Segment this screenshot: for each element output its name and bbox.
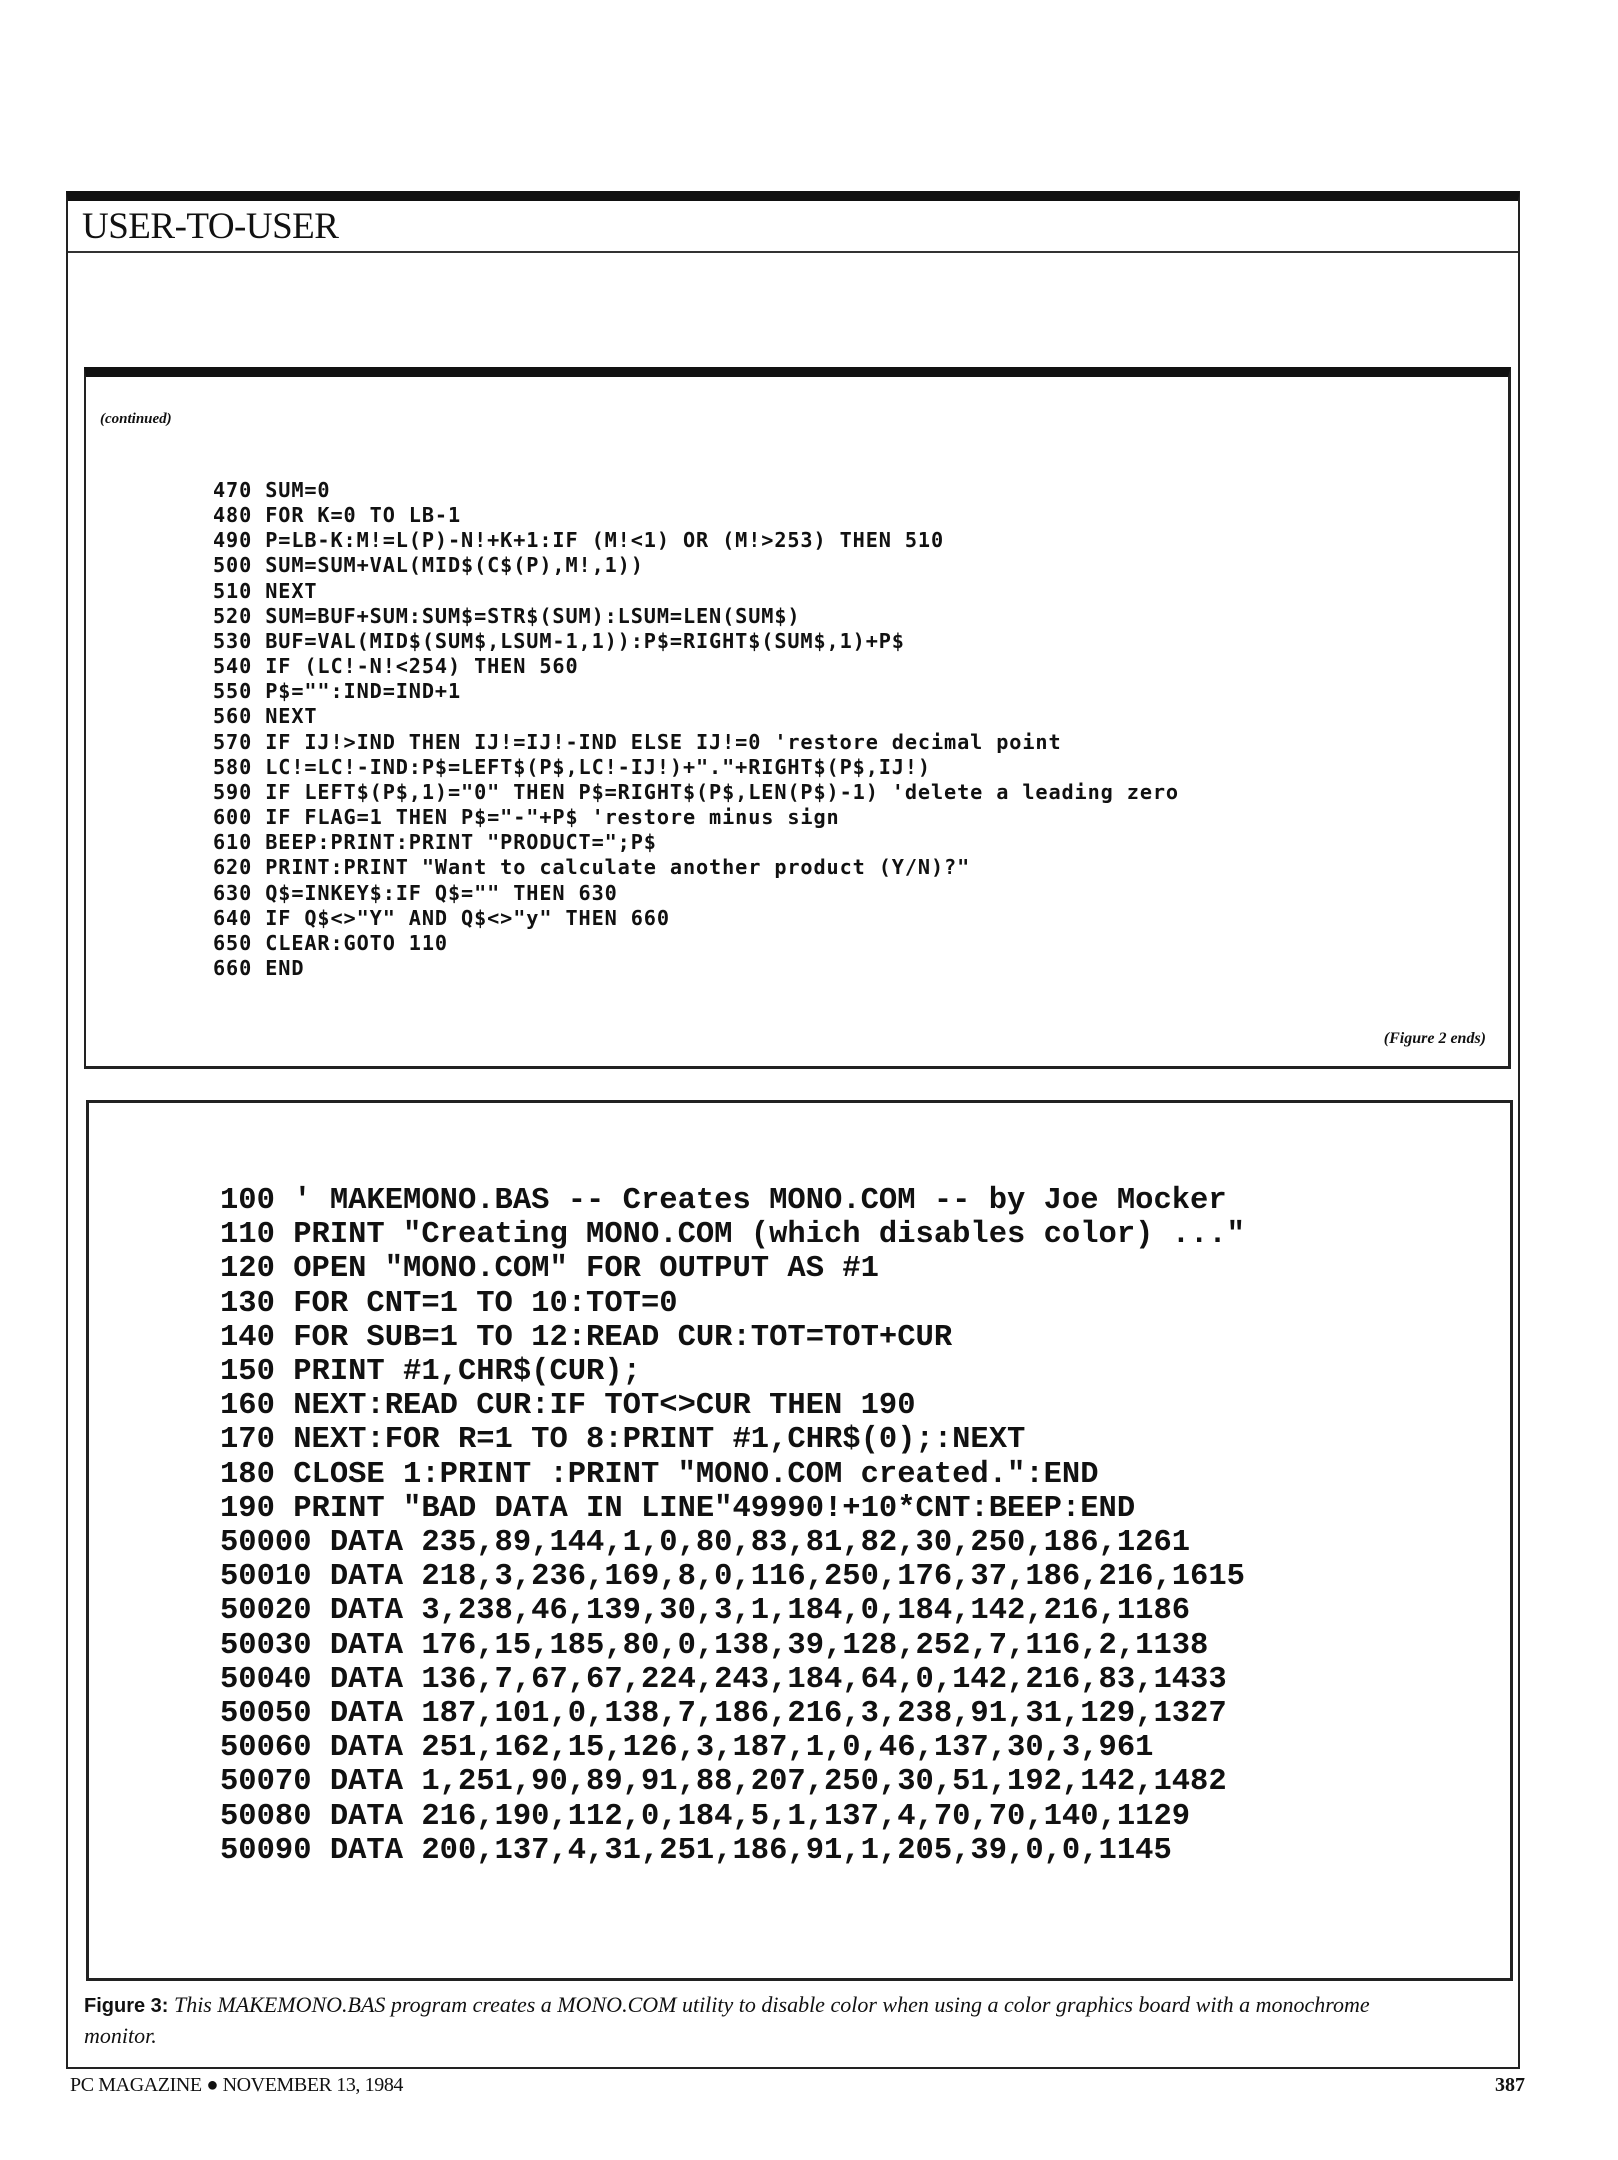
figure-3-label: Figure 3: (84, 1995, 169, 2017)
code-line: 590 IF LEFT$(P$,1)="0" THEN P$=RIGHT$(P$,LEN(P$)-1) 'delete a leading zero (213, 779, 1179, 804)
code-line: 170 NEXT:FOR R=1 TO 8:PRINT #1,CHR$(0);:NEXT (220, 1423, 1026, 1458)
code-line: 50010 DATA 218,3,236,169,8,0,116,250,176,37,186,216,1615 (220, 1560, 1245, 1595)
code-line: 530 BUF=VAL(MID$(SUM$,LSUM-1,1)):P$=RIGHT$(SUM$,1)+P$ (213, 628, 905, 653)
code-line: 480 FOR K=0 TO LB-1 (213, 503, 462, 528)
footer-page-number: 387 (1495, 2074, 1525, 2096)
code-line: 190 PRINT "BAD DATA IN LINE"49990!+10*CNT:BEEP:END (220, 1491, 1136, 1526)
figure-3-listing-box (86, 1100, 1513, 1981)
code-line: 50050 DATA 187,101,0,138,7,186,216,3,238,91,31,129,1327 (220, 1697, 1227, 1732)
code-line: 50000 DATA 235,89,144,1,0,80,83,81,82,30,250,186,1261 (220, 1526, 1191, 1561)
figure-2-end-label: (Figure 2 ends) (1383, 1030, 1486, 1047)
continued-label: (continued) (100, 411, 172, 427)
code-line: 110 PRINT "Creating MONO.COM (which disables color) ..." (220, 1218, 1245, 1253)
code-line: 150 PRINT #1,CHR$(CUR); (220, 1355, 641, 1390)
code-line: 50060 DATA 251,162,15,126,3,187,1,0,46,137,30,3,961 (220, 1731, 1154, 1766)
code-line: 160 NEXT:READ CUR:IF TOT<>CUR THEN 190 (220, 1389, 916, 1424)
code-line: 510 NEXT (213, 578, 318, 603)
code-line: 470 SUM=0 (213, 478, 331, 502)
code-line: 630 Q$=INKEY$:IF Q$="" THEN 630 (213, 880, 618, 905)
code-line: 660 END (213, 955, 305, 980)
code-line: 640 IF Q$<>"Y" AND Q$<>"y" THEN 660 (213, 905, 670, 930)
code-line: 50090 DATA 200,137,4,31,251,186,91,1,205,39,0,0,1145 (220, 1833, 1172, 1868)
code-line: 540 IF (LC!-N!<254) THEN 560 (213, 654, 579, 679)
code-line: 580 LC!=LC!-IND:P$=LEFT$(P$,LC!-IJ!)+"."+RIGHT$(P$,IJ!) (213, 754, 931, 779)
code-line: 140 FOR SUB=1 TO 12:READ CUR:TOT=TOT+CUR (220, 1320, 953, 1355)
code-line: 600 IF FLAG=1 THEN P$="-"+P$ 'restore minus sign (213, 805, 840, 830)
figure-3-code (220, 1184, 1245, 1868)
code-line: 50080 DATA 216,190,112,0,184,5,1,137,4,70,70,140,1129 (220, 1799, 1191, 1834)
section-title: USER-TO-USER (82, 206, 339, 247)
code-line: 50030 DATA 176,15,185,80,0,138,39,128,252,7,116,2,1138 (220, 1628, 1209, 1663)
figure-2-listing-box (84, 367, 1511, 1069)
code-line: 500 SUM=SUM+VAL(MID$(C$(P),M!,1)) (213, 553, 644, 578)
figure-3-caption (84, 1990, 1384, 2051)
code-line: 490 P=LB-K:M!=L(P)-N!+K+1:IF (M!<1) OR (M!>253) THEN 510 (213, 528, 945, 553)
code-line: 100 ' MAKEMONO.BAS -- Creates MONO.COM -- by Joe Mocker (220, 1184, 1227, 1218)
code-line: 180 CLOSE 1:PRINT :PRINT "MONO.COM created.":END (220, 1457, 1099, 1492)
code-line: 550 P$="":IND=IND+1 (213, 679, 462, 704)
code-line: 50040 DATA 136,7,67,67,224,243,184,64,0,142,216,83,1433 (220, 1662, 1227, 1697)
code-line: 120 OPEN "MONO.COM" FOR OUTPUT AS #1 (220, 1252, 879, 1287)
footer-publication: PC MAGAZINE ● NOVEMBER 13, 1984 (70, 2074, 404, 2096)
code-line: 610 BEEP:PRINT:PRINT "PRODUCT=";P$ (213, 830, 657, 855)
code-line: 570 IF IJ!>IND THEN IJ!=IJ!-IND ELSE IJ!=0 'restore decimal point (213, 729, 1062, 754)
section-header (68, 201, 1518, 253)
code-line: 130 FOR CNT=1 TO 10:TOT=0 (220, 1286, 678, 1321)
figure-2-code (213, 478, 1179, 981)
code-line: 520 SUM=BUF+SUM:SUM$=STR$(SUM):LSUM=LEN(SUM$) (213, 603, 801, 628)
code-line: 650 CLEAR:GOTO 110 (213, 930, 448, 955)
code-line: 50070 DATA 1,251,90,89,91,88,207,250,30,51,192,142,1482 (220, 1765, 1227, 1800)
code-line: 620 PRINT:PRINT "Want to calculate another product (Y/N)?" (213, 855, 971, 880)
code-line: 50020 DATA 3,238,46,139,30,3,1,184,0,184,142,216,1186 (220, 1594, 1191, 1629)
code-line: 560 NEXT (213, 704, 318, 729)
figure-3-caption-text: This MAKEMONO.BAS program creates a MONO.COM utility to disable color when using a color graphics board with a monochrome monitor. (84, 1992, 1370, 2048)
